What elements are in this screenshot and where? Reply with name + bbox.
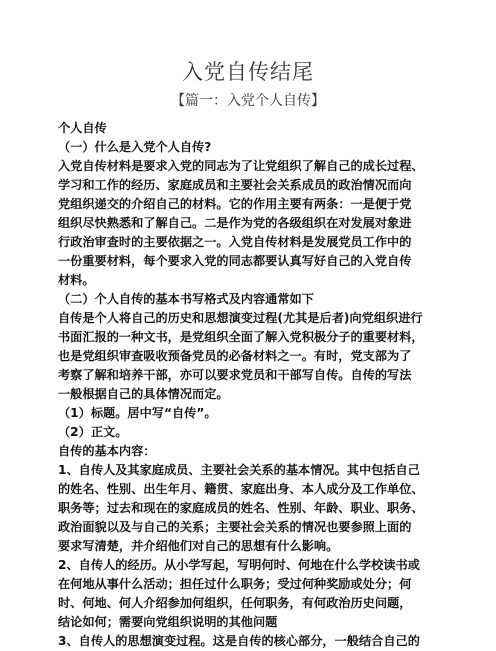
text-line: 材料。 bbox=[58, 273, 95, 287]
text-line: 职务等；过去和现在的家庭成员的姓名、性别、年龄、职业、职务、 bbox=[58, 501, 424, 515]
text-line: 1、自传人及其家庭成员、主要社会关系的基本情况。其中包括自己 bbox=[58, 463, 420, 477]
text-line: 党组织递交的介绍自己的材料。它的作用主要有两条：一是便于党 bbox=[58, 197, 412, 211]
text-line: 在何地从事什么活动；担任过什么职务；受过何种奖励或处分；何 bbox=[58, 577, 412, 591]
text-line: 一般根据自己的具体情况而定。 bbox=[58, 387, 229, 401]
text-line: 个人自传 bbox=[58, 121, 107, 135]
text-line: 学习和工作的经历、家庭成员和主要社会关系成员的政治情况而向 bbox=[58, 178, 412, 192]
document-title: 入党自传结尾 bbox=[182, 60, 314, 84]
text-line: 入党自传材料是要求入党的同志为了让党组织了解自己的成长过程、 bbox=[58, 159, 424, 173]
text-line: 行政治审查时的主要依据之一。入党自传材料是发展党员工作中的 bbox=[58, 235, 412, 249]
text-line: 书面汇报的一种文书，是党组织全面了解入党积极分子的重要材料， bbox=[58, 330, 424, 344]
text-line: 一份重要材料，每个要求入党的同志都要认真写好自己的入党自传 bbox=[58, 254, 412, 268]
text-line: 结论如何；需要向党组织说明的其他问题 bbox=[58, 615, 278, 629]
text-line: 的姓名、性别、出生年月、籍贯、家庭出身、本人成分及工作单位、 bbox=[58, 482, 424, 496]
text-line: （二）个人自传的基本书写格式及内容通常如下 bbox=[58, 292, 314, 306]
text-line: 政治面貌以及与自己的关系；主要社会关系的情况也要参照上面的 bbox=[58, 520, 412, 534]
text-line: 自传的基本内容： bbox=[58, 444, 156, 458]
text-line: （1）标题。居中写“自传”。 bbox=[58, 406, 217, 420]
document-body bbox=[58, 119, 438, 651]
document-subtitle: 【篇一：入党个人自传】 bbox=[171, 93, 325, 109]
text-line: 考察了解和培养干部，亦可以要求党员和干部写自传。自传的写法 bbox=[58, 368, 412, 382]
text-line: （2）正文。 bbox=[58, 425, 128, 439]
text-line: 自传是个人将自己的历史和思想演变过程(尤其是后者)向党组织进行 bbox=[58, 311, 423, 325]
text-line: 组织尽快熟悉和了解自己。二是作为党的各级组织在对发展对象进 bbox=[58, 216, 412, 230]
text-line: （一）什么是入党个人自传? bbox=[58, 140, 212, 154]
text-line: 也是党组织审查吸收预备党员的必备材料之一。有时，党支部为了 bbox=[58, 349, 412, 363]
text-line: 时、何地、何人介绍参加何组织，任何职务，有何政治历史问题， bbox=[58, 596, 412, 610]
text-line: 3、自传人的思想演变过程。这是自传的核心部分，一般结合自己的 bbox=[58, 634, 420, 648]
text-line: 要求写清楚，并介绍他们对自己的思想有什么影响。 bbox=[58, 539, 339, 553]
text-line: 2、自传人的经历。从小学写起，写明何时、何地在什么学校读书或 bbox=[58, 558, 420, 572]
